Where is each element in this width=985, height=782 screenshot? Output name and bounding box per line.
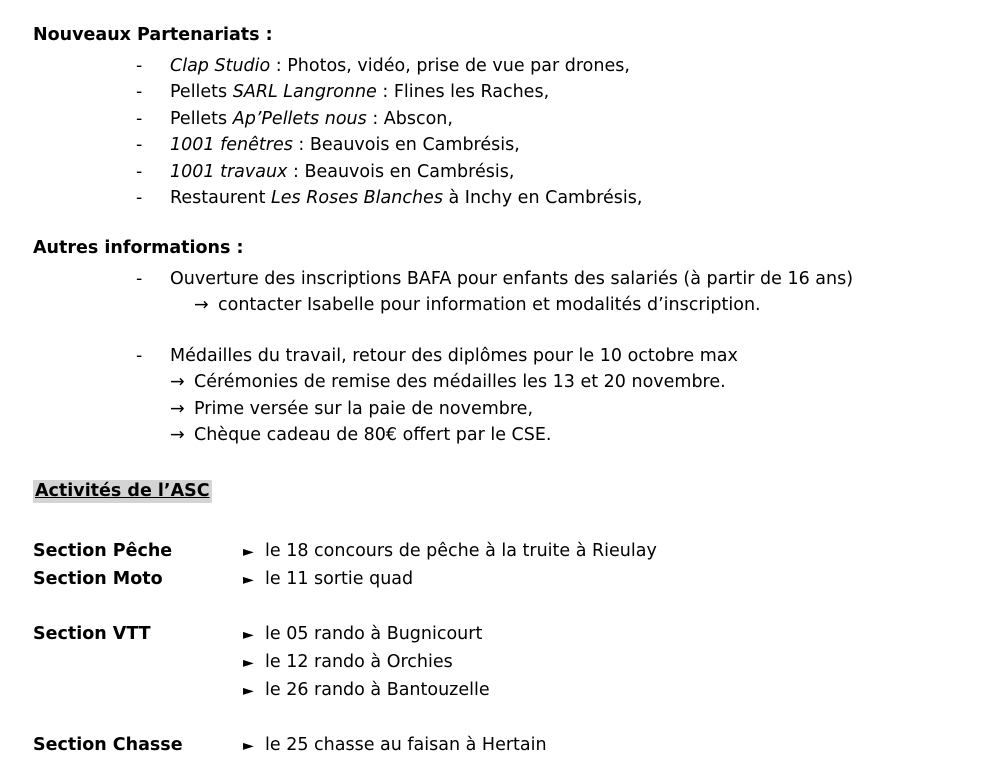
spacer bbox=[33, 705, 657, 732]
partner-name: 1001 travaux bbox=[170, 161, 288, 182]
partner-detail: : Photos, vidéo, prise de vue par drones, bbox=[270, 55, 630, 76]
sub-item bbox=[136, 369, 853, 396]
right-arrow-icon: → bbox=[194, 295, 209, 315]
sub-item-text: Chèque cadeau de 80€ offert par le CSE. bbox=[194, 425, 552, 445]
section-entry-text: le 18 concours de pêche à la truite à Rieulay bbox=[265, 541, 657, 561]
partner-detail: : Abscon, bbox=[366, 108, 453, 129]
triangle-bullet-icon: ► bbox=[243, 627, 254, 643]
section-label: Section Chasse bbox=[33, 735, 183, 755]
section-entry-text: le 11 sortie quad bbox=[265, 569, 414, 589]
partner-prefix: Pellets bbox=[170, 108, 233, 129]
triangle-bullet-icon: ► bbox=[243, 655, 254, 671]
partner-name: 1001 fenêtres bbox=[170, 135, 293, 155]
partner-name: Ap’Pellets nous bbox=[232, 108, 367, 129]
dash-marker: - bbox=[136, 345, 143, 366]
other-info-entry-2 bbox=[33, 343, 853, 449]
asc-sections bbox=[33, 538, 657, 760]
section-entry-text: le 26 rando à Bantouzelle bbox=[265, 680, 490, 700]
section-row-peche bbox=[33, 538, 657, 566]
asc-block bbox=[33, 480, 212, 503]
list-item bbox=[136, 106, 642, 133]
partner-detail: : Beauvois en Cambrésis, bbox=[287, 161, 515, 182]
section-row-vtt bbox=[33, 621, 657, 649]
dash-marker: - bbox=[136, 108, 143, 129]
sub-item-text: contacter Isabelle pour information et modalités d’inscription. bbox=[218, 295, 761, 315]
list-item bbox=[136, 132, 642, 159]
section-label: Section Moto bbox=[33, 569, 163, 589]
sub-item bbox=[136, 292, 853, 319]
section-label: Section VTT bbox=[33, 624, 151, 644]
section-entry bbox=[243, 732, 547, 760]
section-row-vtt-2 bbox=[33, 649, 657, 677]
section-label: Section Pêche bbox=[33, 541, 173, 561]
list-item-text bbox=[170, 53, 642, 80]
right-arrow-icon: → bbox=[170, 425, 185, 445]
partner-name: Les Roses Blanches bbox=[271, 188, 443, 208]
section-entry-text: le 05 rando à Bugnicourt bbox=[265, 624, 483, 644]
triangle-bullet-icon: ► bbox=[243, 544, 254, 560]
dash-marker: - bbox=[136, 135, 143, 155]
triangle-bullet-icon: ► bbox=[243, 738, 254, 754]
dash-marker: - bbox=[136, 268, 143, 289]
list-item bbox=[136, 53, 642, 80]
section-row-chasse bbox=[33, 732, 657, 760]
sub-item-text: Prime versée sur la paie de novembre, bbox=[194, 398, 534, 419]
partner-prefix: Pellets bbox=[170, 82, 233, 102]
list-item-text bbox=[170, 185, 642, 212]
list-item-text bbox=[170, 132, 642, 159]
triangle-bullet-icon: ► bbox=[243, 572, 254, 588]
list-item bbox=[136, 185, 642, 212]
dash-marker: - bbox=[136, 55, 143, 76]
section-entry bbox=[243, 538, 657, 566]
list-item-text bbox=[170, 106, 642, 133]
partner-detail: à Inchy en Cambrésis, bbox=[442, 188, 643, 208]
list-item bbox=[136, 159, 642, 186]
dash-marker: - bbox=[136, 82, 143, 102]
other-info-entry-1 bbox=[33, 266, 853, 319]
asc-title: Activités de l’ASC bbox=[35, 481, 210, 501]
partner-prefix: Restaurent bbox=[170, 188, 272, 208]
section-entry bbox=[243, 566, 413, 594]
section-entry bbox=[243, 621, 482, 649]
section-entry-text: le 25 chasse au faisan à Hertain bbox=[265, 735, 547, 755]
section-entry-text: le 12 rando à Orchies bbox=[265, 652, 453, 672]
partner-name: SARL Langronne bbox=[232, 82, 377, 102]
list-item-text: Médailles du travail, retour des diplômes pour le 10 octobre max bbox=[170, 345, 738, 366]
partnerships-list bbox=[33, 53, 642, 212]
partner-detail: : Beauvois en Cambrésis, bbox=[292, 135, 520, 155]
section-row-vtt-3 bbox=[33, 677, 657, 705]
spacer bbox=[33, 594, 657, 621]
other-info-heading: Autres informations : bbox=[33, 238, 244, 258]
dash-marker: - bbox=[136, 188, 143, 208]
list-item bbox=[136, 266, 853, 293]
section-entry bbox=[243, 649, 453, 677]
other-info-block bbox=[33, 240, 853, 449]
list-item-text: Ouverture des inscriptions BAFA pour enfants des salariés (à partir de 16 ans) bbox=[170, 268, 854, 289]
partner-detail: : Flines les Raches, bbox=[376, 82, 550, 102]
dash-marker: - bbox=[136, 161, 143, 182]
sub-item bbox=[136, 422, 853, 449]
list-item-text bbox=[170, 159, 642, 186]
right-arrow-icon: → bbox=[170, 372, 185, 392]
section-row-moto bbox=[33, 566, 657, 594]
partner-name: Clap Studio bbox=[170, 55, 271, 76]
partnerships-block bbox=[33, 27, 642, 212]
sub-item bbox=[136, 396, 853, 423]
right-arrow-icon: → bbox=[170, 398, 185, 419]
sub-item-text: Cérémonies de remise des médailles les 13 et 20 novembre. bbox=[194, 372, 726, 392]
list-item bbox=[136, 79, 642, 106]
list-item bbox=[136, 343, 853, 370]
partnerships-heading: Nouveaux Partenariats : bbox=[33, 25, 273, 45]
list-item-text bbox=[170, 79, 642, 106]
section-entry bbox=[243, 677, 490, 705]
triangle-bullet-icon: ► bbox=[243, 683, 254, 699]
